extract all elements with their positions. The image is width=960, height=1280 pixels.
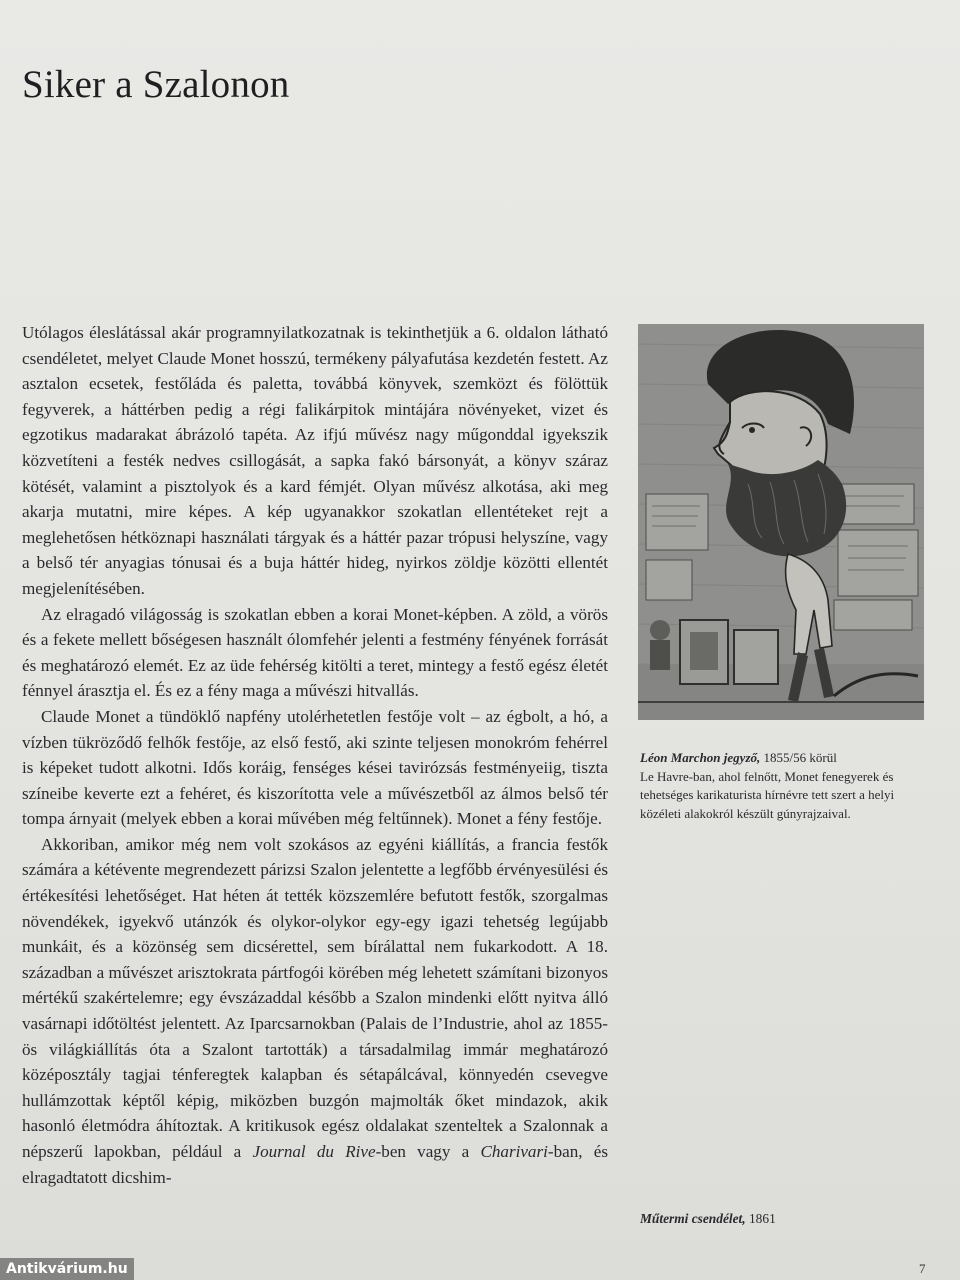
paragraph-4-text-c: -ban, és elragadtatott dicshim-: [22, 1142, 609, 1187]
figure-date: 1855/56 körül: [760, 750, 837, 765]
figure-artist: Léon Marchon jegyző,: [640, 750, 761, 765]
figure2-caption: [640, 1211, 776, 1227]
figure-description: Le Havre-ban, ahol felnőtt, Monet fenegyerek és tehetséges karikaturista hírnévre tett szert a helyi közéleti alakokról készült gúnyrajzaival.: [640, 768, 895, 821]
paragraph-4-text-a: Akkoriban, amikor még nem volt szokásos az egyéni kiállítás, a francia festők számára a kétévente megrendezett párizsi Szalon jelentette a legfőbb érvényesülési és értékesítési lehetőséget. Hat héten át tették közszemlére befutott festők, szorgalmas növendékek, igyekvő utánzók és olykor-olykor egy-egy igazi tehetség legújabb munkáit, és a közönség sem dicsérettel, sem bírálattal nem fukarkodott. A 18. században a művészet arisztokrata pártfogói körében még lehetett számítani bizonyos mértékű szakértelemre; egy évszázaddal később a Szalon mindenki előtt nyitva álló vasárnapi időtöltést jelentett. Az Iparcsarnokban (Palais de l’Industrie, ahol az 1855-ös világkiállítás óta a Szalont tartották) a társadalmilag immár meghatározó középosztály tagjai ténferegtek kalapban és sétapálcával, könnyedén csevegve hullámzottak képtől képig, miközben buzgón majmolták őket mindazok, akik hasonló életmódra áhítoztak. A kritikusok egész oldalakat szenteltek a Szalonnak a népszerű lapokban, például a: [22, 834, 608, 1161]
caricature-illustration: [638, 324, 924, 720]
paragraph-1: Utólagos éleslátással akár programnyilatkozatnak is tekinthetjük a 6. oldalon látható csendéletet, melyet Claude Monet hosszú, termékeny pályafutása kezdetén festett. Az asztalon ecsetek, festőláda és paletta, továbbá könyvek, szemközt és fölöttük fegyverek, a háttérben pedig a régi falikárpitok mintájára növényeket, vizet és egzotikus madarakat ábrázoló tapéta. Az ifjú művész nagy műgonddal igyekszik közvetíteni a festék nedves csillogását, a sapka fakó bársonyát, a könyv száraz kötését, valamint a pisztolyok és a kard fémjét. Olyan művész alkotása, aki meg akarja mutatni, mire képes. A kép ugyanakkor szokatlan ellentéteket rejt a meglehetősen hétköznapi használati tárgyak és a háttér pazar trópusi helyszíne, vagy a belső tér anyagias tónusai és a buja háttér hideg, nyirkos zöldje közötti ellentét megjelenítésében.: [22, 323, 608, 598]
figure-caption: [640, 749, 930, 823]
page-number: 7: [919, 1261, 926, 1276]
figure2-title: Műtermi csendélet,: [640, 1211, 746, 1226]
paragraph-4-text-b: -ben vagy a: [375, 1142, 481, 1161]
paragraph-4: [22, 832, 608, 1190]
journal-title-2: Charivari: [480, 1142, 548, 1161]
paragraph-3: Claude Monet a tündöklő napfény utolérhetetlen festője volt – az égbolt, a hó, a vízben tükröződő felhők festője, az első festő, aki szinte teljesen monokróm fehérrel is képeket tudott alkotni. Idős koráig, fenséges kései tavirózsás festményeiig, tiszta színeibe keverte ezt a fehéret, és kiszorította vele a művészetből az álmos belső tér tompa árnyait (melyek ebben a korai művében még feltűnnek). Monet a fény festője.: [22, 706, 608, 829]
article-body: [22, 320, 608, 1190]
page-title: Siker a Szalonon: [22, 63, 290, 107]
journal-title-1: Journal du Rive: [252, 1142, 376, 1161]
paragraph-2: Az elragadó világosság is szokatlan ebben a korai Monet-képben. A zöld, a vörös és a fekete mellett bőségesen használt ólomfehér jelenti a festmény fényének forrását és meghatározó elemét. Ez az üde fehérség kitölti a teret, mintegy a festő egész életét fénnyel árasztja el. És ez a fény maga a művészi hitvallás.: [22, 604, 608, 701]
figure2-date: 1861: [745, 1211, 776, 1226]
watermark-label: Antikvárium.hu: [0, 1258, 134, 1280]
